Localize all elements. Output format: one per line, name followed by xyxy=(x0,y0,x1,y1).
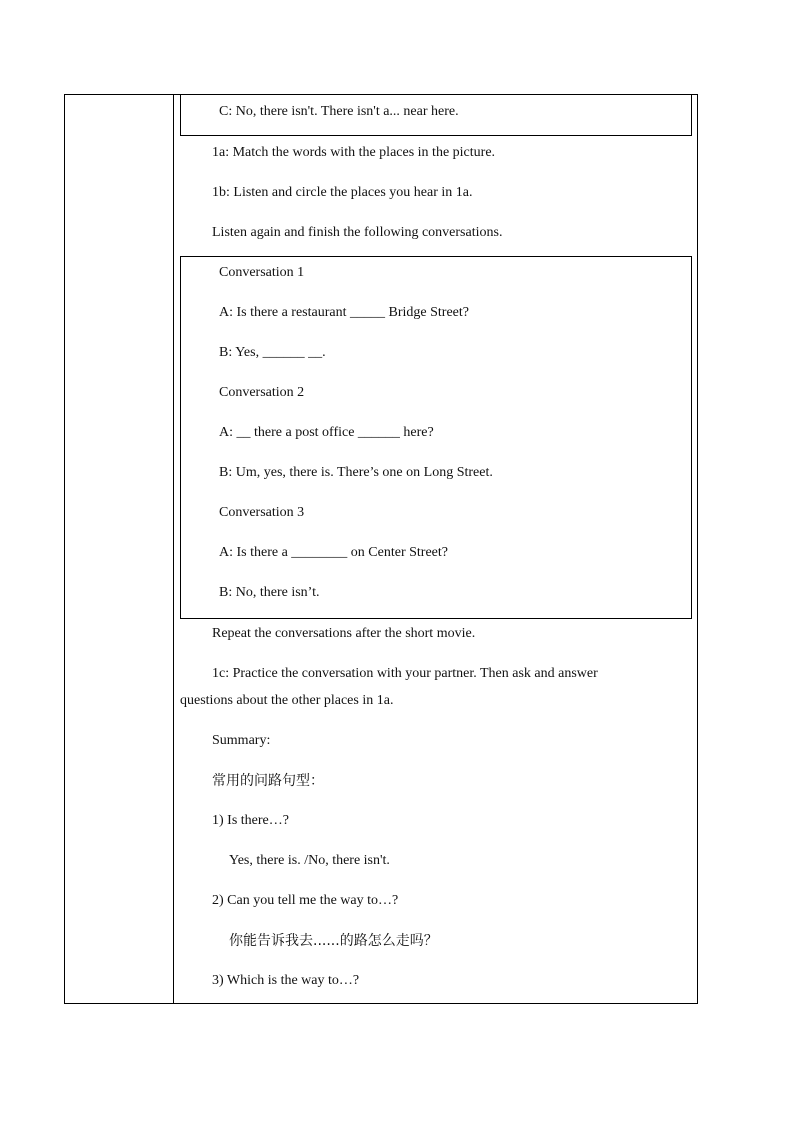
conversation-2-line-a: A: __ there a post office ______ here? xyxy=(219,425,434,440)
table-right-border xyxy=(697,94,698,1004)
conversation-1-title: Conversation 1 xyxy=(219,265,305,280)
practice-line-2: questions about the other places in 1a. xyxy=(180,693,394,708)
summary-item-2: 2) Can you tell me the way to…? xyxy=(212,893,399,908)
instruction-listen-again: Listen again and finish the following conversations. xyxy=(212,225,503,240)
table-column-divider xyxy=(173,94,174,1004)
instruction-1a: 1a: Match the words with the places in the picture. xyxy=(212,145,496,160)
repeat-instruction: Repeat the conversations after the short movie. xyxy=(212,626,476,641)
conversation-3-line-b: B: No, there isn’t. xyxy=(219,585,320,600)
practice-line-1: 1c: Practice the conversation with your partner. Then ask and answer xyxy=(212,666,598,681)
instruction-1b: 1b: Listen and circle the places you hear in 1a. xyxy=(212,185,473,200)
summary-item-3: 3) Which is the way to…? xyxy=(212,973,360,988)
table-left-border xyxy=(64,94,65,1004)
summary-label: Summary: xyxy=(212,733,271,748)
conversation-2-line-b: B: Um, yes, there is. There’s one on Long Street. xyxy=(219,465,493,480)
conversation-3-line-a: A: Is there a ________ on Center Street? xyxy=(219,545,448,560)
summary-item-1-answer: Yes, there is. /No, there isn't. xyxy=(229,853,390,868)
summary-item-1: 1) Is there…? xyxy=(212,813,289,828)
conversation-1-line-b: B: Yes, ______ __. xyxy=(219,345,326,360)
summary-heading-cn: 常用的问路句型： xyxy=(212,773,324,789)
summary-item-2-cn: 你能告诉我去......的路怎么走吗？ xyxy=(229,933,438,949)
conversation-2-title: Conversation 2 xyxy=(219,385,305,400)
conversation-3-title: Conversation 3 xyxy=(219,505,305,520)
conversation-1-line-a: A: Is there a restaurant _____ Bridge Street? xyxy=(219,305,469,320)
dialogue-line-c: C: No, there isn't. There isn't a... near here. xyxy=(219,104,459,119)
table-bottom-border xyxy=(64,1003,698,1004)
